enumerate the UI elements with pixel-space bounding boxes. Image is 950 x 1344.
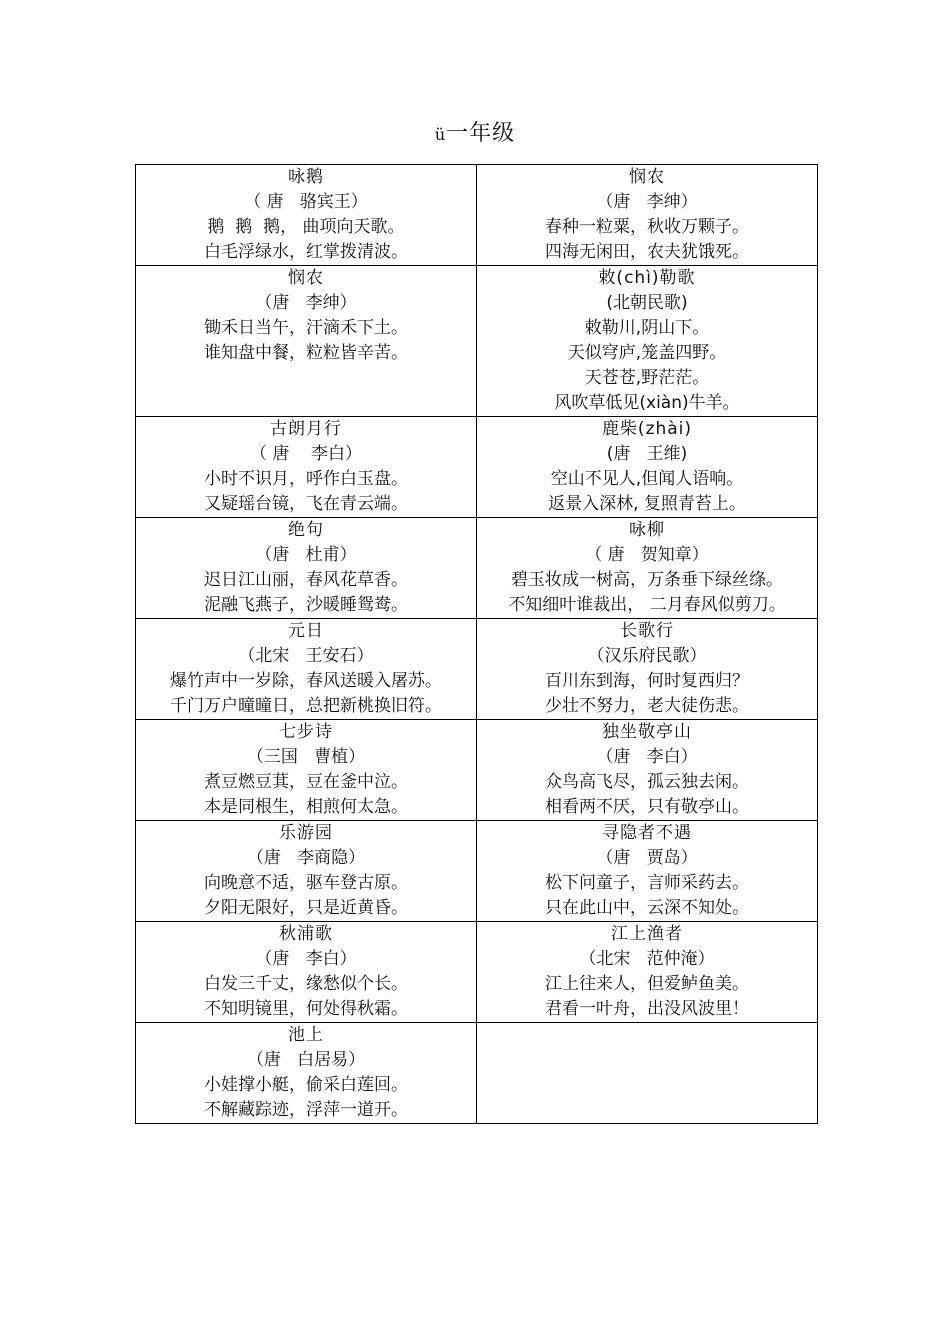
poem-line: 四海无闲田，农夫犹饿死。 xyxy=(545,242,749,262)
poem-title: 古朗月行 xyxy=(270,419,342,439)
poem-line: 返景入深林, 复照青苔上。 xyxy=(548,494,746,514)
poem-row xyxy=(136,922,818,1023)
page-title xyxy=(0,118,950,151)
poem-title: 咏鹅 xyxy=(288,167,324,187)
poem-cell xyxy=(136,720,477,821)
poem-row xyxy=(136,821,818,922)
poem-title: 元日 xyxy=(288,621,324,641)
poem-line: 白毛浮绿水，红掌拨清波。 xyxy=(204,242,408,262)
poem-title: 寻隐者不遇 xyxy=(602,823,692,843)
poem-line: 爆竹声中一岁除，春风送暖入屠苏。 xyxy=(170,671,442,691)
poem-title: 鹿柴(zhài) xyxy=(601,419,693,439)
poem-cell xyxy=(477,266,818,417)
poem-title: 秋浦歌 xyxy=(279,924,333,944)
poem-author: （唐 白居易） xyxy=(246,1050,366,1070)
poem-line: 不知细叶谁裁出， 二月春风似剪刀。 xyxy=(508,595,786,615)
poem-line: 谁知盘中餐，粒粒皆辛苦。 xyxy=(204,343,408,363)
poem-line: 不知明镜里，何处得秋霜。 xyxy=(204,999,408,1019)
poem-cell xyxy=(136,821,477,922)
poem-line: 空山不见人,但闻人语响。 xyxy=(550,469,744,489)
poem-author: （唐 李白） xyxy=(255,949,357,969)
poem-cell xyxy=(136,619,477,720)
poem-cell xyxy=(477,619,818,720)
poem-author: （汉乐府民歌） xyxy=(587,646,707,666)
poem-line: 千门万户曈曈日，总把新桃换旧符。 xyxy=(170,696,442,716)
poem-cell xyxy=(477,417,818,518)
poem-line: 碧玉妆成一树高，万条垂下绿丝绦。 xyxy=(511,570,783,590)
poem-author: （北宋 范仲淹） xyxy=(579,949,715,969)
poem-author: （唐 杜甫） xyxy=(255,545,357,565)
poem-author: （唐 李白） xyxy=(596,747,698,767)
poem-row xyxy=(136,417,818,518)
poem-line: 江上往来人，但爱鲈鱼美。 xyxy=(545,974,749,994)
poem-author: (北朝民歌) xyxy=(606,293,688,313)
poem-cell xyxy=(477,720,818,821)
poem-author: （三国 曹植） xyxy=(246,747,366,767)
poem-cell xyxy=(136,266,477,417)
poem-row xyxy=(136,165,818,266)
title-text: 一年级 xyxy=(446,121,516,146)
poem-cell xyxy=(136,1023,477,1124)
poem-author: （唐 李绅） xyxy=(255,293,357,313)
poem-title: 绝句 xyxy=(288,520,324,540)
poem-line: 又疑瑶台镜，飞在青云端。 xyxy=(204,494,408,514)
poem-line: 向晚意不适，驱车登古原。 xyxy=(204,873,408,893)
title-prefix: ü xyxy=(434,125,447,144)
poem-line: 相看两不厌，只有敬亭山。 xyxy=(545,797,749,817)
poem-author: (唐 王维) xyxy=(606,444,688,464)
poem-author: （北宋 王安石） xyxy=(238,646,374,666)
poem-line: 君看一叶舟，出没风波里！ xyxy=(545,999,749,1019)
poem-cell xyxy=(477,518,818,619)
poem-title: 敕(chì)勒歌 xyxy=(598,268,696,288)
poem-title: 悯农 xyxy=(629,167,665,187)
poem-cell xyxy=(136,165,477,266)
poem-line: 小娃撑小艇，偷采白莲回。 xyxy=(204,1075,408,1095)
poem-line: 泥融飞燕子，沙暖睡鸳鸯。 xyxy=(204,595,408,615)
poem-cell xyxy=(136,417,477,518)
poem-line: 天苍苍,野茫茫。 xyxy=(584,368,710,388)
poem-author: （ 唐 骆宾王） xyxy=(244,192,368,212)
poem-line: 夕阳无限好，只是近黄昏。 xyxy=(204,898,408,918)
poem-line: 鹅 鹅 鹅， 曲项向天歌。 xyxy=(207,217,405,237)
poem-title: 七步诗 xyxy=(279,722,333,742)
poem-title: 长歌行 xyxy=(620,621,674,641)
poem-author: （唐 贾岛） xyxy=(596,848,698,868)
poem-cell xyxy=(477,165,818,266)
poem-line: 迟日江山丽，春风花草香。 xyxy=(204,570,408,590)
poem-line: 众鸟高飞尽，孤云独去闲。 xyxy=(545,772,749,792)
poem-row xyxy=(136,266,818,417)
poem-line: 百川东到海，何时复西归？ xyxy=(545,671,749,691)
poem-line: 风吹草低见(xiàn)牛羊。 xyxy=(554,393,740,413)
poem-table-body xyxy=(136,165,818,1124)
poem-title: 独坐敬亭山 xyxy=(602,722,692,742)
poem-title: 江上渔者 xyxy=(611,924,683,944)
poem-table xyxy=(135,164,818,1124)
poem-line: 敕勒川,阴山下。 xyxy=(584,318,710,338)
poem-line: 松下问童子，言师采药去。 xyxy=(545,873,749,893)
poem-line: 只在此山中，云深不知处。 xyxy=(545,898,749,918)
poem-author: （ 唐 李白） xyxy=(249,444,363,464)
poem-cell xyxy=(477,922,818,1023)
poem-line: 少壮不努力，老大徒伤悲。 xyxy=(545,696,749,716)
poem-line: 小时不识月，呼作白玉盘。 xyxy=(204,469,408,489)
poem-row xyxy=(136,619,818,720)
poem-line: 煮豆燃豆萁，豆在釜中泣。 xyxy=(204,772,408,792)
poem-line: 不解藏踪迹，浮萍一道开。 xyxy=(204,1100,408,1120)
poem-row xyxy=(136,518,818,619)
poem-line: 锄禾日当午，汗滴禾下土。 xyxy=(204,318,408,338)
poem-cell xyxy=(136,922,477,1023)
poem-title: 悯农 xyxy=(288,268,324,288)
poem-title: 咏柳 xyxy=(629,520,665,540)
poem-line: 白发三千丈，缘愁似个长。 xyxy=(204,974,408,994)
poem-cell xyxy=(136,518,477,619)
poem-line: 本是同根生，相煎何太急。 xyxy=(204,797,408,817)
poem-row xyxy=(136,720,818,821)
poem-title: 池上 xyxy=(288,1025,324,1045)
poem-author: （ 唐 贺知章） xyxy=(585,545,709,565)
poem-line: 春种一粒粟，秋收万颗子。 xyxy=(545,217,749,237)
poem-author: （唐 李商隐） xyxy=(246,848,366,868)
poem-title: 乐游园 xyxy=(279,823,333,843)
poem-author: （唐 李绅） xyxy=(596,192,698,212)
poem-cell xyxy=(477,821,818,922)
empty-cell xyxy=(477,1023,818,1124)
poem-row xyxy=(136,1023,818,1124)
poem-line: 天似穹庐,笼盖四野。 xyxy=(567,343,727,363)
